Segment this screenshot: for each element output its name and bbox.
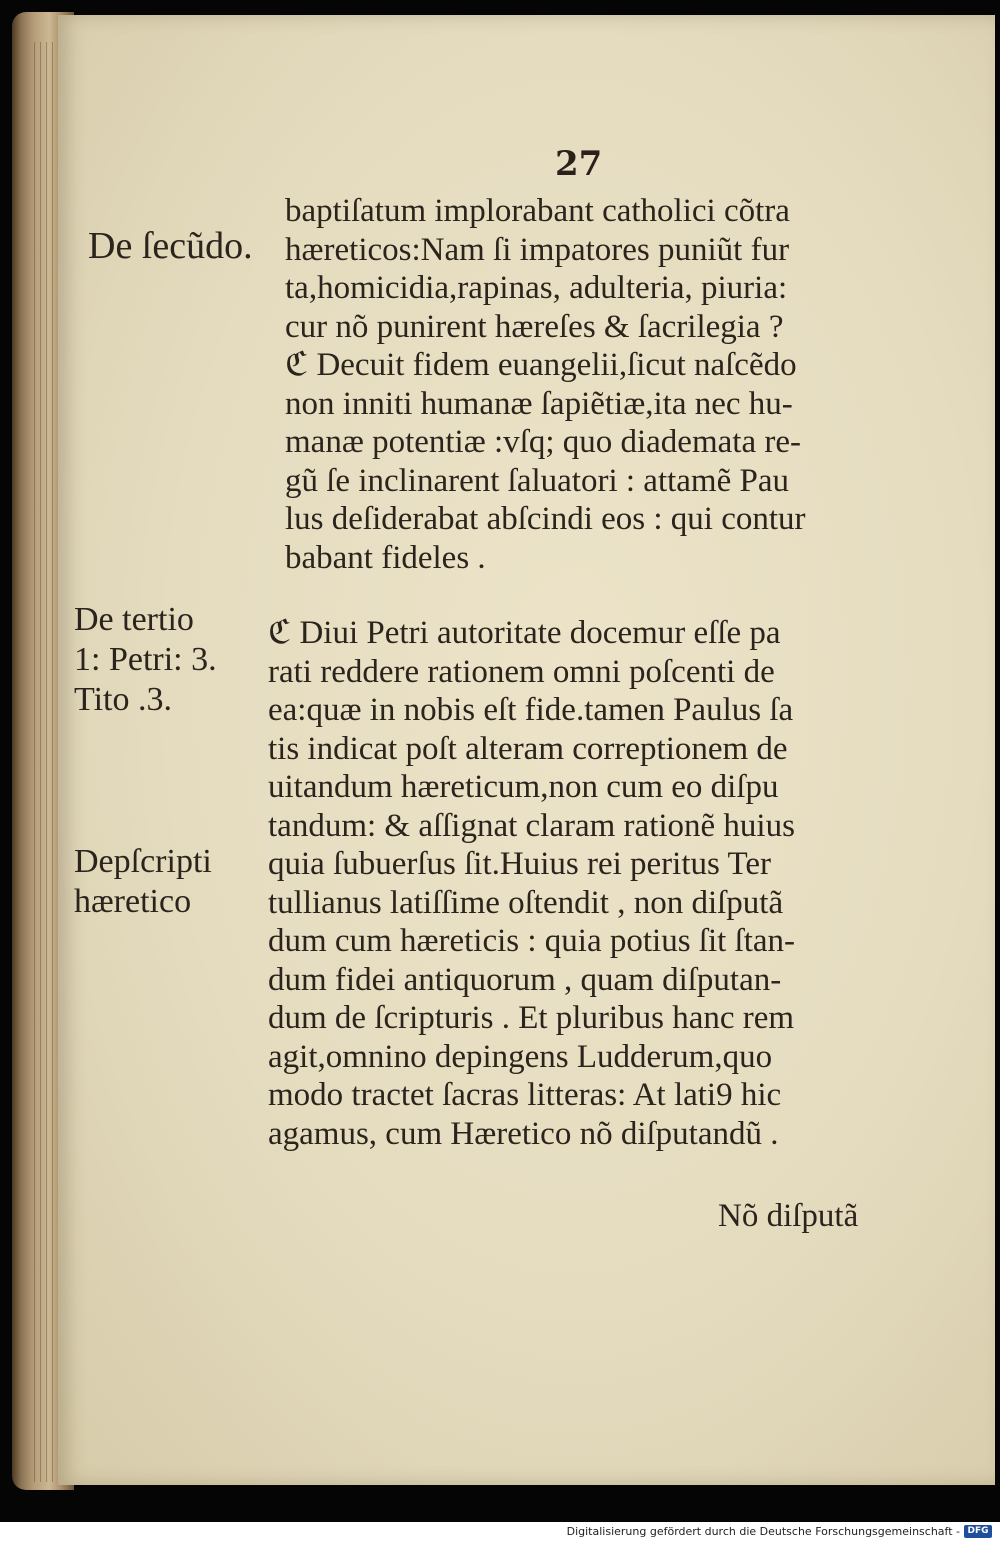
text-line: dum fidei antiquorum , quam diſputan- [268, 961, 782, 998]
margin-note-secundo [88, 226, 253, 266]
text-line: uitandum hæreticum,non cum eo diſpu [268, 769, 779, 805]
text-line: dum cum hæreticis : quia potius ſit ſtan- [268, 923, 796, 959]
text-line: tullianus latiſſime oſtendit , non diſputã [268, 884, 784, 921]
text-line: non inniti humanæ ſapiẽtiæ,ita nec hu- [285, 385, 793, 422]
margin-note-line: De tertio [74, 601, 194, 638]
text-line: quia ſubuerſus ſit.Huius rei peritus Ter [268, 846, 771, 882]
text-line: agit,omnino depingens Ludderum,quo [268, 1038, 773, 1075]
text-line: rati reddere rationem omni poſcenti de [268, 653, 775, 690]
digitization-credit: Digitalisierung gefördert durch die Deutsche Forschungsgemeinschaft - [566, 1525, 960, 1538]
margin-note-descripti [74, 842, 212, 922]
text-line: tis indicat poſt alteram correptionem de [268, 730, 788, 767]
margin-note-line: De ſecũdo. [88, 225, 253, 267]
margin-note-line: Tito .3. [74, 681, 172, 718]
text-line: modo tractet ſacras litteras: At lati9 hic [268, 1077, 782, 1113]
text-line: ea:quæ in nobis eſt fide.tamen Paulus ſa [268, 692, 794, 728]
text-line: manæ potentiæ :vſq; quo diademata re- [285, 424, 801, 460]
text-line: lus deſiderabat abſcindi eos : qui contur [285, 501, 806, 537]
margin-note-line: Depſcripti [74, 843, 212, 880]
text-line: tandum: & aſſignat claram rationẽ huius [268, 807, 795, 844]
text-line: ℭ Diui Petri autoritate docemur eſſe pa [268, 615, 781, 651]
text-line: agamus, cum Hæretico nõ diſputandũ . [268, 1115, 779, 1152]
margin-note-tertio [74, 600, 217, 720]
page-number: 27 [555, 144, 603, 184]
text-line: hæreticos:Nam ſi impatores puniũt fur [285, 231, 790, 268]
text-line: ta,homicidia,rapinas, adulteria, piuria: [285, 270, 788, 306]
text-line: cur nõ punirent hæreſes & ſacrilegia ? [285, 308, 784, 345]
text-line: babant fideles . [285, 539, 486, 576]
text-line: baptiſatum implorabant catholici cõtra [285, 193, 790, 229]
main-text-block-2 [268, 614, 795, 1153]
text-line: ℭ Decuit fidem euangelii,ſicut naſcẽdo [285, 347, 797, 383]
footer-bar [0, 1522, 1000, 1542]
dfg-logo-icon: DFG [964, 1525, 992, 1538]
text-line: gũ ſe inclinarent ſaluatori : attamẽ Pau [285, 462, 789, 499]
margin-note-line: hæretico [74, 883, 192, 920]
main-text-block-1 [285, 192, 806, 577]
margin-note-line: 1: Petri: 3. [74, 641, 217, 678]
catchword: Nõ diſputã [718, 1198, 859, 1234]
text-line: dum de ſcripturis . Et pluribus hanc rem [268, 1000, 795, 1036]
